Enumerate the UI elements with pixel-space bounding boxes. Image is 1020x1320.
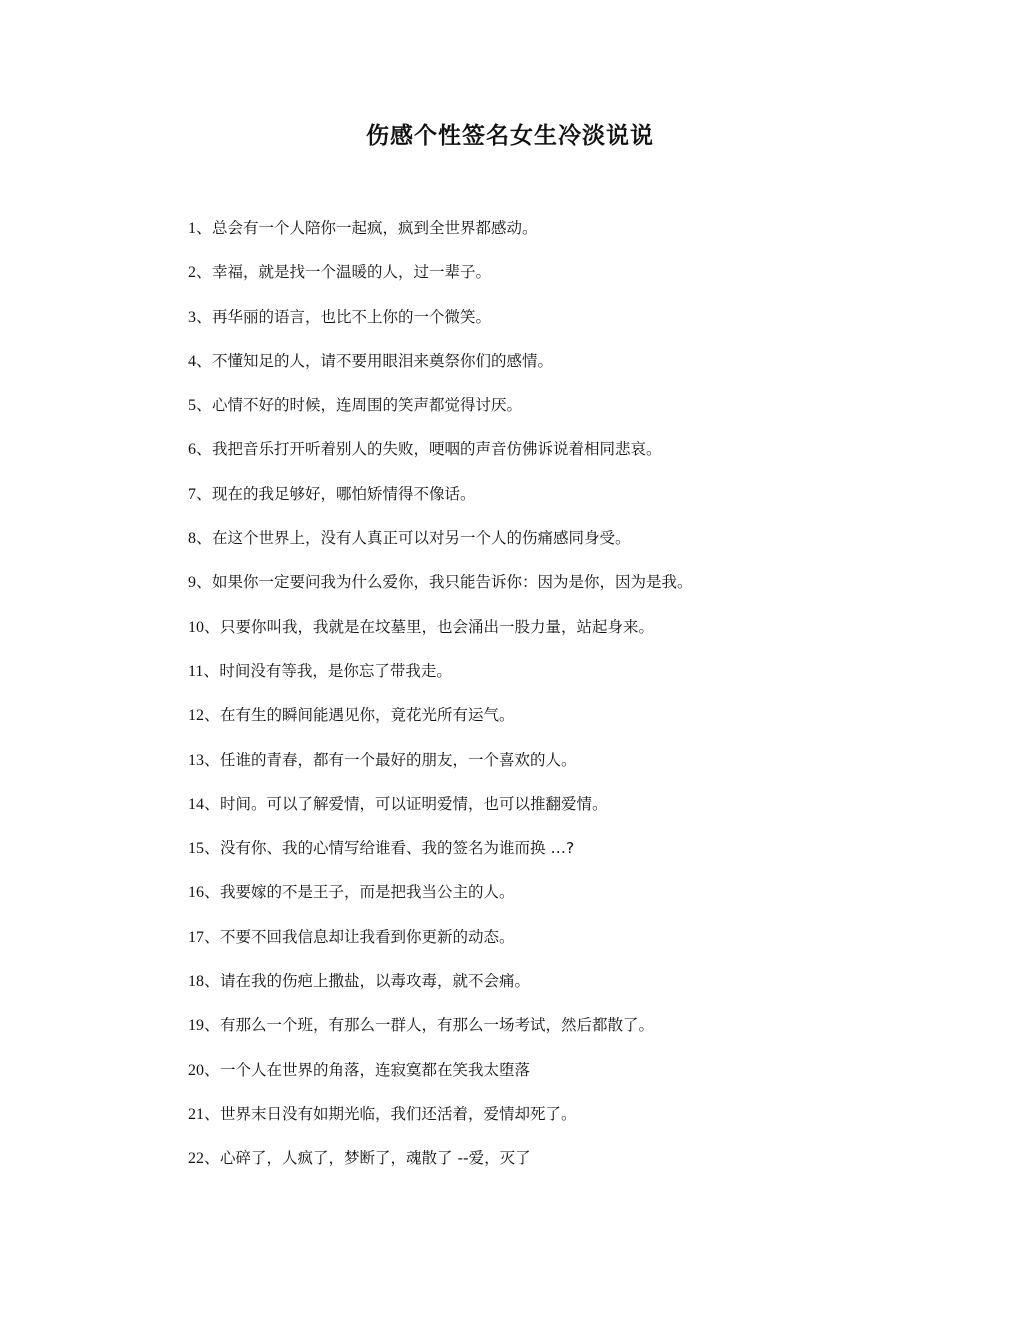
item-number: 19、: [188, 1017, 221, 1035]
item-text: 心情不好的时候，连周围的笑声都觉得讨厌。: [212, 396, 523, 415]
list-item: [188, 569, 968, 613]
item-number: 15、: [188, 840, 221, 858]
item-number: 2、: [188, 264, 213, 282]
list-item: [188, 215, 968, 259]
item-number: 18、: [188, 973, 221, 991]
list-item: [188, 835, 968, 879]
item-text: 心碎了，人疯了，梦断了，魂散了 --爱，灭了: [220, 1149, 531, 1168]
item-text: 在这个世界上，没有人真正可以对另一个人的伤痛感同身受。: [212, 529, 631, 548]
item-number: 1、: [188, 220, 213, 237]
item-number: 8、: [188, 530, 213, 548]
list-item: [188, 879, 968, 923]
item-text: 我把音乐打开听着别人的失败，哽咽的声音仿佛诉说着相同悲哀。: [212, 440, 662, 459]
list-item: [188, 436, 968, 480]
item-text: 任谁的青春，都有一个最好的朋友，一个喜欢的人。: [220, 750, 577, 769]
item-number: 17、: [188, 928, 221, 946]
item-text: 时间没有等我，是你忘了带我走。: [219, 661, 452, 680]
item-number: 4、: [188, 352, 213, 370]
item-number: 9、: [188, 574, 213, 592]
list-item: [188, 1101, 968, 1145]
item-text: 只要你叫我，我就是在坟墓里，也会涌出一股力量，站起身来。: [220, 617, 655, 636]
item-number: 16、: [188, 884, 221, 902]
item-text: 世界末日没有如期光临，我们还活着，爱情却死了。: [220, 1104, 577, 1123]
item-text: 在有生的瞬间能遇见你，竟花光所有运气。: [220, 706, 515, 725]
item-number: 20、: [188, 1061, 221, 1079]
item-number: 3、: [188, 308, 213, 326]
list-item: [188, 924, 968, 968]
list-item: [188, 968, 968, 1012]
item-text: 不懂知足的人，请不要用眼泪来奠祭你们的感情。: [212, 351, 554, 370]
list-item: [188, 1012, 968, 1056]
item-text: 再华丽的语言，也比不上你的一个微笑。: [212, 307, 492, 326]
item-number: 7、: [188, 485, 213, 503]
item-text: 总会有一个人陪你一起疯，疯到全世界都感动。: [212, 219, 538, 237]
item-text: 有那么一个班，有那么一群人，有那么一场考试，然后都散了。: [220, 1016, 655, 1035]
item-number: 22、: [188, 1150, 221, 1168]
item-text: 如果你一定要问我为什么爱你，我只能告诉你：因为是你，因为是我。: [212, 573, 693, 592]
list-item: [188, 1145, 968, 1189]
list-item: [188, 304, 968, 348]
list-item: [188, 1057, 968, 1101]
item-number: 14、: [188, 795, 221, 813]
list-item: [188, 259, 968, 303]
item-number: 11、: [188, 662, 220, 680]
item-number: 13、: [188, 751, 221, 769]
item-text: 没有你、我的心情写给谁看、我的签名为谁而换 …?: [220, 839, 575, 858]
item-number: 21、: [188, 1105, 221, 1123]
item-text: 不要不回我信息却让我看到你更新的动态。: [220, 927, 515, 946]
item-text: 我要嫁的不是王子，而是把我当公主的人。: [220, 883, 515, 902]
item-number: 12、: [188, 707, 221, 725]
list-item: [188, 791, 968, 835]
item-text: 时间。可以了解爱情，可以证明爱情，也可以推翻爱情。: [220, 794, 608, 813]
item-text: 请在我的伤疤上撒盐，以毒攻毒，就不会痛。: [220, 972, 531, 991]
list-item: [188, 525, 968, 569]
list-item: [188, 702, 968, 746]
list-item: [188, 747, 968, 791]
item-number: 6、: [188, 441, 213, 459]
item-text: 一个人在世界的角落，连寂寞都在笑我太堕落: [220, 1060, 531, 1079]
list-item: [188, 348, 968, 392]
item-number: 5、: [188, 397, 213, 415]
item-number: 10、: [188, 618, 221, 636]
item-text: 幸福，就是找一个温暖的人，过一辈子。: [212, 263, 492, 282]
list-item: [188, 481, 968, 525]
item-text: 现在的我足够好，哪怕矫情得不像话。: [212, 484, 476, 503]
quote-list: [188, 215, 968, 1190]
list-item: [188, 658, 968, 702]
list-item: [188, 614, 968, 658]
document-title: 伤感个性签名女生冷淡说说: [366, 122, 654, 149]
list-item: [188, 392, 968, 436]
